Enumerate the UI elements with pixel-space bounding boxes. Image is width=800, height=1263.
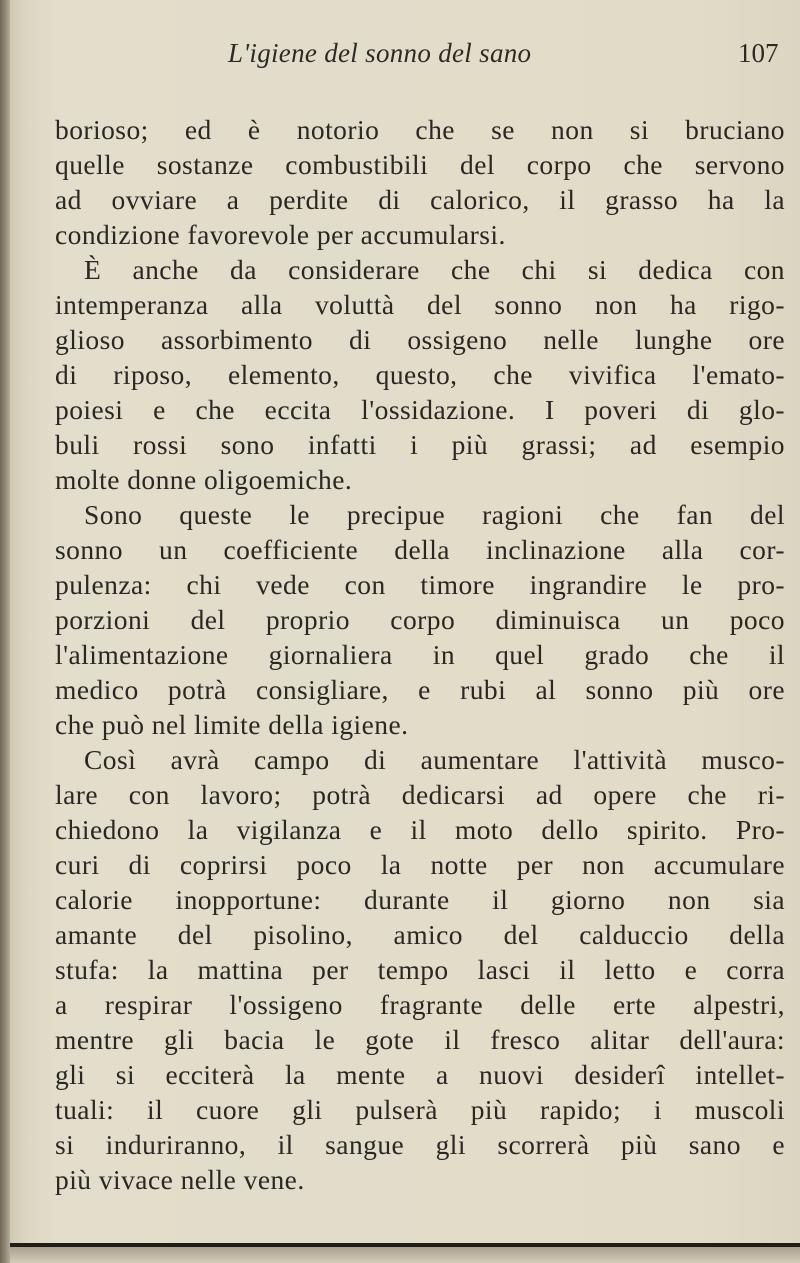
text-line: Così avrà campo di aumentare l'attività musco- bbox=[84, 744, 785, 775]
text-line: stufa: la mattina per tempo lasci il letto e corra bbox=[55, 954, 785, 985]
text-line: chiedono la vigilanza e il moto dello spirito. Pro- bbox=[55, 814, 785, 845]
text-line: condizione favorevole per accumularsi. bbox=[55, 219, 506, 250]
text-line: gli si ecciterà la mente a nuovi desiderî intellet- bbox=[55, 1059, 785, 1090]
text-line: a respirar l'ossigeno fragrante delle erte alpestri, bbox=[55, 989, 785, 1020]
text-line: intemperanza alla voluttà del sonno non ha rigo- bbox=[55, 289, 785, 320]
text-line: glioso assorbimento di ossigeno nelle lunghe ore bbox=[55, 324, 785, 355]
text-line: borioso; ed è notorio che se non si bruciano bbox=[55, 114, 785, 145]
text-line: che può nel limite della igiene. bbox=[55, 709, 409, 740]
text-line: medico potrà consigliare, e rubi al sonno più ore bbox=[55, 674, 785, 705]
text-line: curi di coprirsi poco la notte per non accumulare bbox=[55, 849, 785, 880]
text-line: poiesi e che eccita l'ossidazione. I poveri di glo- bbox=[55, 394, 785, 425]
page-number: 107 bbox=[738, 38, 779, 68]
text-line: lare con lavoro; potrà dedicarsi ad opere che ri- bbox=[55, 779, 785, 810]
text-line: molte donne oligoemiche. bbox=[55, 464, 353, 495]
running-title: L'igiene del sonno del sano bbox=[228, 38, 532, 68]
page-bottom-shadow bbox=[10, 1247, 800, 1263]
text-line: l'alimentazione giornaliera in quel grado che il bbox=[55, 639, 785, 670]
text-line: mentre gli bacia le gote il fresco alitar dell'aura: bbox=[55, 1024, 785, 1055]
text-line: di riposo, elemento, questo, che vivifica l'emato- bbox=[55, 359, 785, 390]
running-head bbox=[0, 38, 800, 78]
text-line: sonno un coefficiente della inclinazione alla cor- bbox=[55, 534, 785, 565]
text-line: ad ovviare a perdite di calorico, il grasso ha la bbox=[55, 184, 785, 215]
text-line: pulenza: chi vede con timore ingrandire le pro- bbox=[55, 569, 785, 600]
text-line: È anche da considerare che chi si dedica con bbox=[84, 254, 785, 285]
text-line: porzioni del proprio corpo diminuisca un poco bbox=[55, 604, 785, 635]
text-line: tuali: il cuore gli pulserà più rapido; i muscoli bbox=[55, 1094, 785, 1125]
text-line: amante del pisolino, amico del calduccio della bbox=[55, 919, 785, 950]
text-line: quelle sostanze combustibili del corpo che servono bbox=[55, 149, 785, 180]
text-line: Sono queste le precipue ragioni che fan del bbox=[84, 499, 785, 530]
book-spine-shadow bbox=[0, 0, 10, 1263]
text-line: calorie inopportune: durante il giorno non sia bbox=[55, 884, 785, 915]
text-line: più vivace nelle vene. bbox=[55, 1164, 305, 1195]
text-line: buli rossi sono infatti i più grassi; ad esempio bbox=[55, 429, 785, 460]
text-line: si induriranno, il sangue gli scorrerà più sano e bbox=[55, 1129, 785, 1160]
